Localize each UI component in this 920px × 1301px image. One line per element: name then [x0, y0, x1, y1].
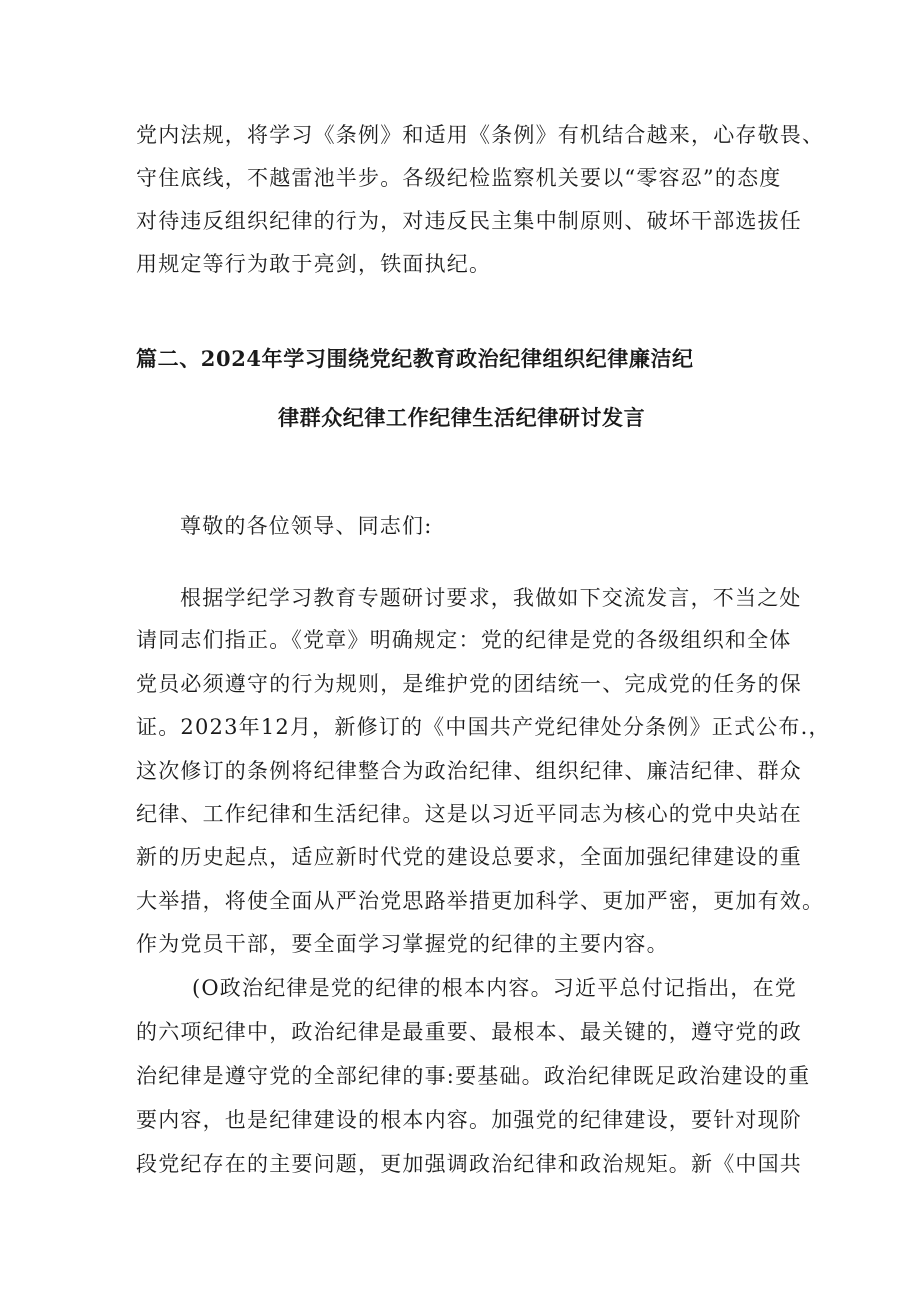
paragraph-2-line-5: 段党纪存在的主要问题，更加强调政治纪律和政治规矩。新《中国共	[136, 1152, 802, 1176]
continuation-line-4: 用规定等行为敢于亮剑，铁面执纪。	[136, 252, 492, 276]
continuation-line-2: 守住底线，不越雷池半步。各级纪检监察机关要以“零容忍”的态度	[136, 166, 782, 190]
paragraph-1-line-6: 纪律、工作纪律和生活纪律。这是以习近平同志为核心的党中央站在	[136, 802, 802, 826]
paragraph-2-line-1: (O政治纪律是党的纪律的根本内容。习近平总付记指出，在党	[192, 976, 798, 1000]
paragraph-1-line-2: 请同志们指正。《党章》明确规定：党的纪律是党的各级组织和全体	[136, 628, 792, 652]
paragraph-1-line-8: 大举措，将使全面从严治党思路举措更加科学、更加严密，更加有效。	[136, 889, 825, 913]
paragraph-1-line-7: 新的历史起点，适应新时代党的建设总要求，全面加强纪律建设的重	[136, 845, 802, 869]
paragraph-2-line-3: 治纪律是遵守党的全部纪律的事:要基础。政治纪律既足政治建设的重	[136, 1064, 811, 1088]
paragraph-1-line-3: 党员必须遵守的行为规则，是维护党的团结统一、完成党的任务的保	[136, 672, 802, 696]
paragraph-2-line-4: 要内容，也是纪律建设的根本内容。加强党的纪律建设，要针对现阶	[136, 1108, 802, 1132]
salutation: 尊敬的各位领导、同志们:	[180, 514, 433, 538]
paragraph-1-line-9: 作为党员干部，要全面学习掌握党的纪律的主要内容。	[136, 932, 669, 956]
continuation-line-1: 党内法规，将学习《条例》和适用《条例》有机结合越来，心存敬畏、	[136, 123, 825, 147]
section-title-line-2: 律群众纪律工作纪律生活纪律研讨发言	[278, 405, 646, 430]
section-title-line-1: 篇二、2024年学习围绕党纪教育政治纪律组织纪律廉洁纪	[136, 346, 694, 371]
paragraph-1-line-5: 这次修订的条例将纪律整合为政治纪律、组织纪律、廉洁纪律、群众	[136, 759, 802, 783]
paragraph-1-line-4: 证。2023年12月，新修订的《中国共产党纪律处分条例》正式公布.，	[136, 715, 831, 739]
paragraph-2-line-2: 的六项纪律中，政治纪律是最重要、最根本、最关键的，遵守党的政	[136, 1020, 802, 1044]
paragraph-1-line-1: 根据学纪学习教育专题研讨要求，我做如下交流发言，不当之处	[180, 586, 802, 610]
continuation-line-3: 对待违反组织纪律的行为，对违反民主集中制原则、破坏干部选拔任	[136, 209, 802, 233]
